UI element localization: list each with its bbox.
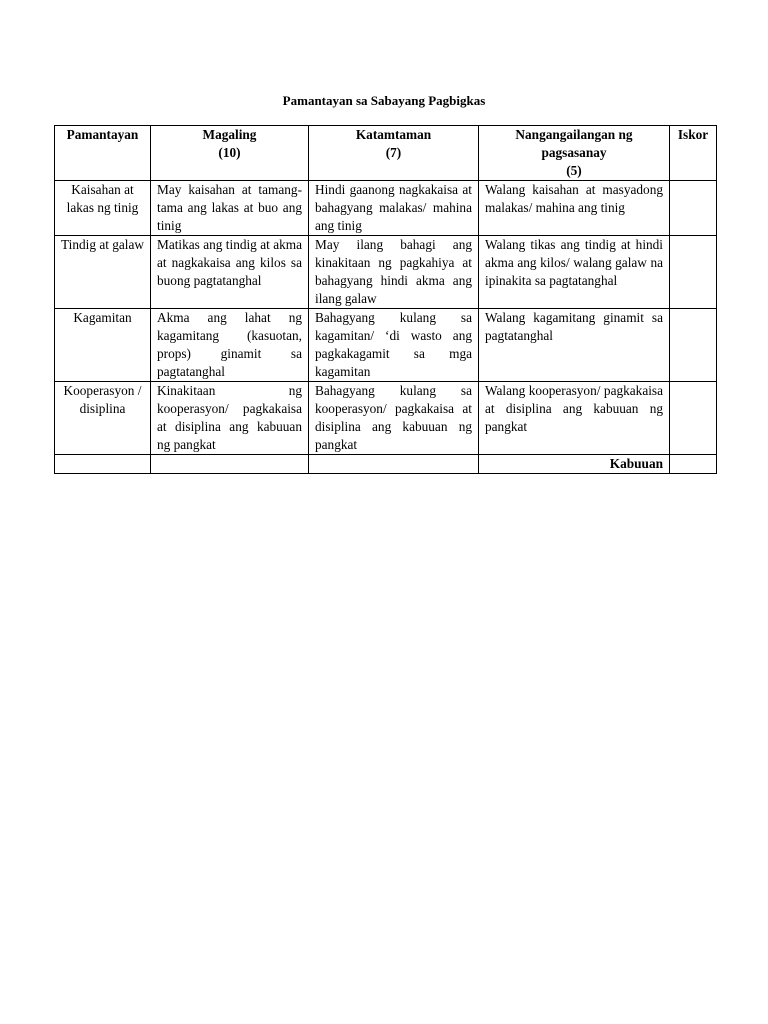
total-row [55, 455, 717, 474]
header-score [670, 126, 717, 181]
level-magaling-cell: Akma ang lahat ng kagamitang (kasuotan, props) ginamit sa pagtatanghal [151, 309, 309, 382]
level-magaling-cell: Matikas ang tindig at akma at nagkakaisa ang kilos sa buong pagtatanghal [151, 236, 309, 309]
level-magaling-cell: May kaisahan at tamang-tama ang lakas at buo ang tinig [151, 181, 309, 236]
header-criterion [55, 126, 151, 181]
criterion-cell: Kooperasyon / disiplina [55, 382, 151, 455]
level-nangangailangan-cell: Walang kooperasyon/ pagkakaisa at disiplina ang kabuuan ng pangkat [479, 382, 670, 455]
total-label: Kabuuan [479, 455, 670, 474]
score-cell[interactable] [670, 236, 717, 309]
total-score-cell[interactable] [670, 455, 717, 474]
header-level-name: Nangangailangan ng pagsasanay [515, 127, 633, 160]
header-level-points: (10) [218, 145, 241, 160]
level-katamtaman-cell: Hindi gaanong nagkakaisa at bahagyang malakas/ mahina ang tinig [309, 181, 479, 236]
level-katamtaman-cell: Bahagyang kulang sa kagamitan/ ‘di wasto ang pagkakagamit sa mga kagamitan [309, 309, 479, 382]
page-title: Pamantayan sa Sabayang Pagbigkas [282, 93, 486, 108]
level-katamtaman-cell: May ilang bahagi ang kinakitaan ng pagkahiya at bahagyang hindi akma ang ilang galaw [309, 236, 479, 309]
header-level-magaling [151, 126, 309, 181]
score-cell[interactable] [670, 382, 717, 455]
table-row [55, 181, 717, 236]
table-row [55, 382, 717, 455]
header-row [55, 126, 717, 181]
total-empty-cell [309, 455, 479, 474]
total-empty-cell [55, 455, 151, 474]
level-nangangailangan-cell: Walang kagamitang ginamit sa pagtatanghal [479, 309, 670, 382]
level-nangangailangan-cell: Walang kaisahan at masyadong malakas/ mahina ang tinig [479, 181, 670, 236]
header-level-nangangailangan [479, 126, 670, 181]
table-row [55, 236, 717, 309]
header-level-name: Katamtaman [355, 127, 432, 142]
criterion-cell: Kagamitan [55, 309, 151, 382]
criterion-cell: Tindig at galaw [55, 236, 151, 309]
level-nangangailangan-cell: Walang tikas ang tindig at hindi akma ang kilos/ walang galaw na ipinakita sa pagtatanghal [479, 236, 670, 309]
header-level-name: Magaling [202, 127, 257, 142]
header-level-points: (7) [385, 145, 402, 160]
level-magaling-cell: Kinakitaan ng kooperasyon/ pagkakaisa at disiplina ang kabuuan ng pangkat [151, 382, 309, 455]
header-criterion-label: Pamantayan [66, 127, 139, 142]
header-level-points: (5) [566, 163, 582, 178]
total-empty-cell [151, 455, 309, 474]
score-cell[interactable] [670, 309, 717, 382]
level-katamtaman-cell: Bahagyang kulang sa kooperasyon/ pagkakaisa at disiplina ang kabuuan ng pangkat [309, 382, 479, 455]
rubric-table [54, 125, 717, 474]
header-level-katamtaman [309, 126, 479, 181]
score-cell[interactable] [670, 181, 717, 236]
criterion-cell: Kaisahan at lakas ng tinig [55, 181, 151, 236]
table-row [55, 309, 717, 382]
header-score-label: Iskor [677, 127, 709, 142]
